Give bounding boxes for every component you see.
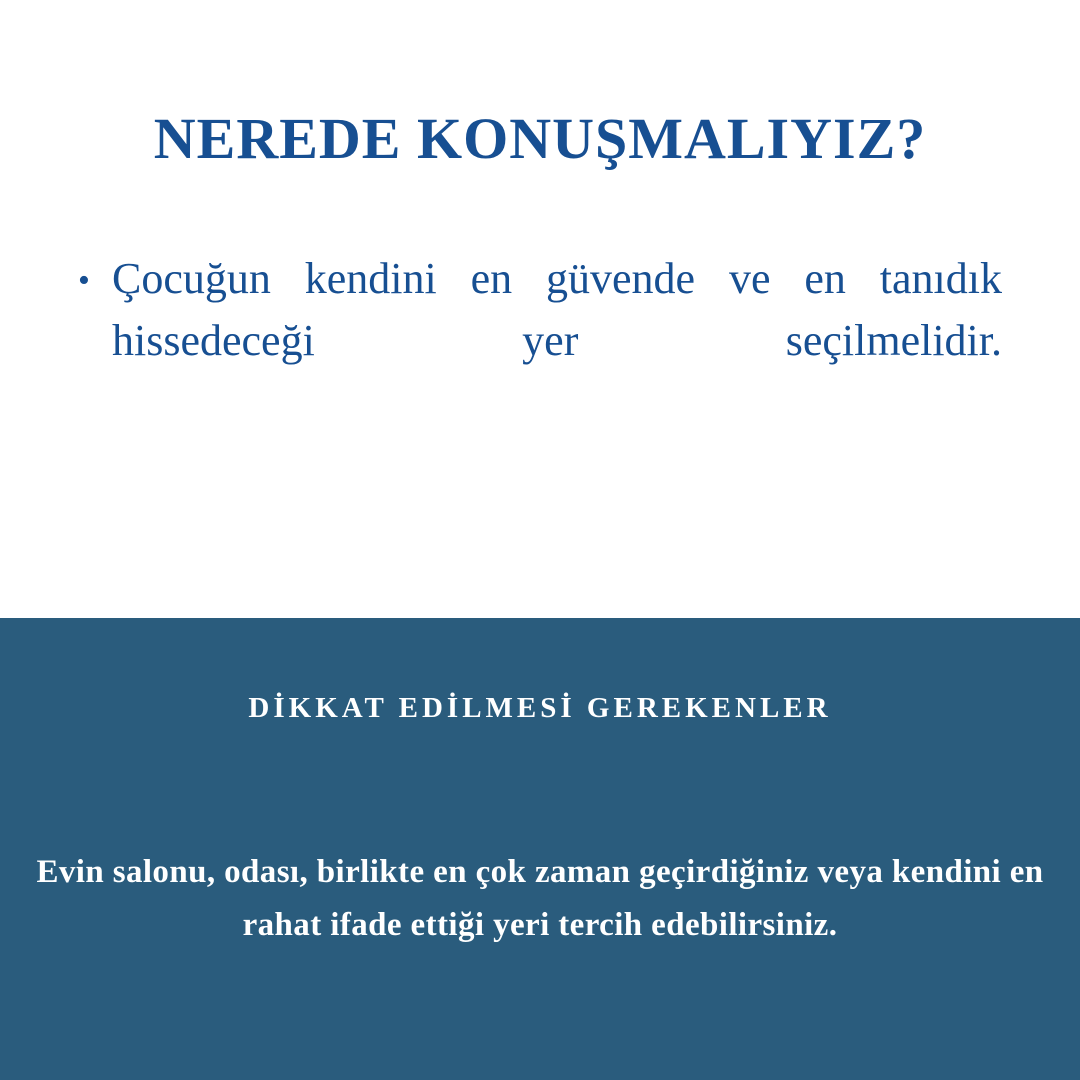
band-body-text: Evin salonu, odası, birlikte en çok zaman geçirdiğiniz veya kendini en rahat ifade ettiği yeri tercih edebilirsiniz. bbox=[36, 854, 1044, 944]
bullet-item-text: Çocuğun kendini en güvende ve en tanıdık hissedeceği yer seçilmelidir. bbox=[112, 254, 1002, 366]
highlight-band bbox=[0, 618, 1080, 1080]
page-title: NEREDE KONUŞMALIYIZ? bbox=[153, 105, 927, 171]
band-heading: DİKKAT EDİLMESİ GEREKENLER bbox=[248, 692, 832, 724]
bullet-list bbox=[78, 248, 1002, 435]
list-item bbox=[78, 248, 1002, 435]
bullet-dot-icon: • bbox=[78, 262, 90, 299]
